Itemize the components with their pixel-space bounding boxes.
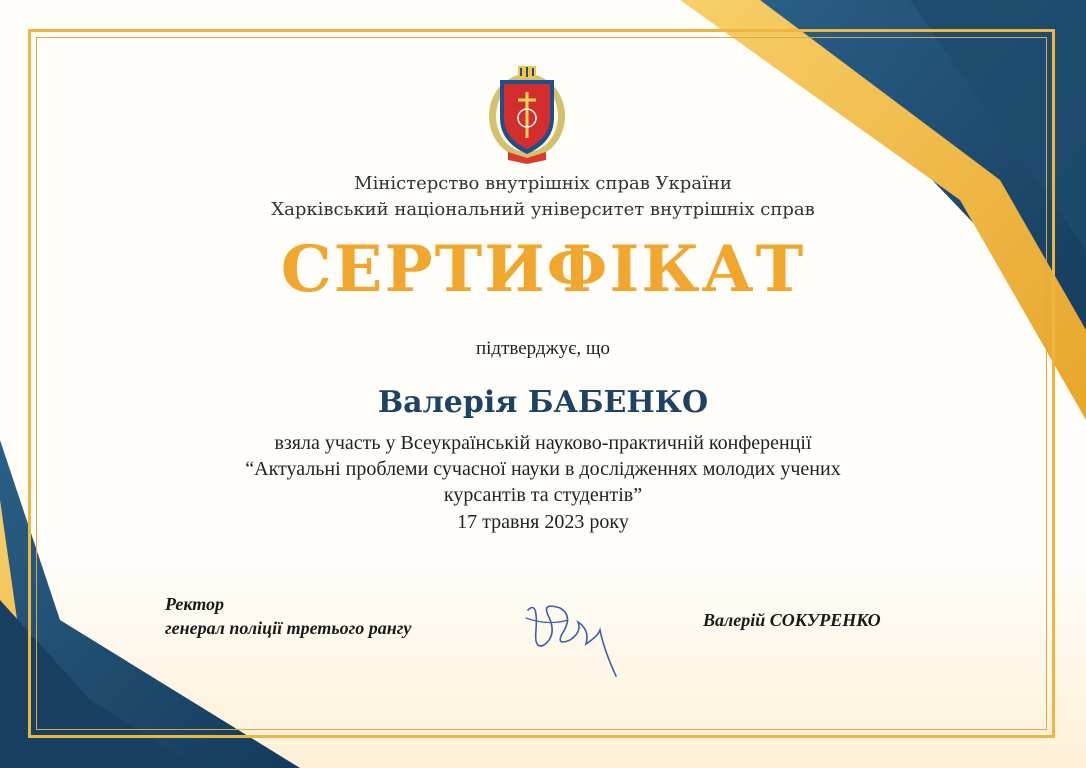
- description-line-2: “Актуальні проблеми сучасної науки в дослідженнях молодих учених: [245, 458, 841, 480]
- confirms-text: підтверджує, що: [475, 338, 611, 359]
- certificate-title: СЕРТИФІКАТ: [280, 232, 806, 307]
- university-name: Харківський національний університет внутрішніх справ: [271, 199, 815, 220]
- description-date: 17 травня 2023 року: [457, 511, 629, 533]
- university-emblem-icon: [486, 60, 568, 164]
- signatory-position: Ректор: [165, 594, 224, 614]
- signatory-name: Валерій СОКУРЕНКО: [703, 610, 881, 630]
- recipient-name: Валерія БАБЕНКО: [377, 385, 709, 420]
- handwritten-signature-icon: [508, 590, 638, 680]
- signatory-block: [165, 592, 411, 640]
- description-line-3: курсантів та студентів”: [443, 484, 643, 506]
- description-line-1: взяла участь у Всеукраїнській науково-практичній конференції: [274, 432, 812, 454]
- ministry-name: Міністерство внутрішніх справ України: [354, 173, 732, 194]
- signatory-rank: генерал поліції третього рангу: [165, 618, 412, 638]
